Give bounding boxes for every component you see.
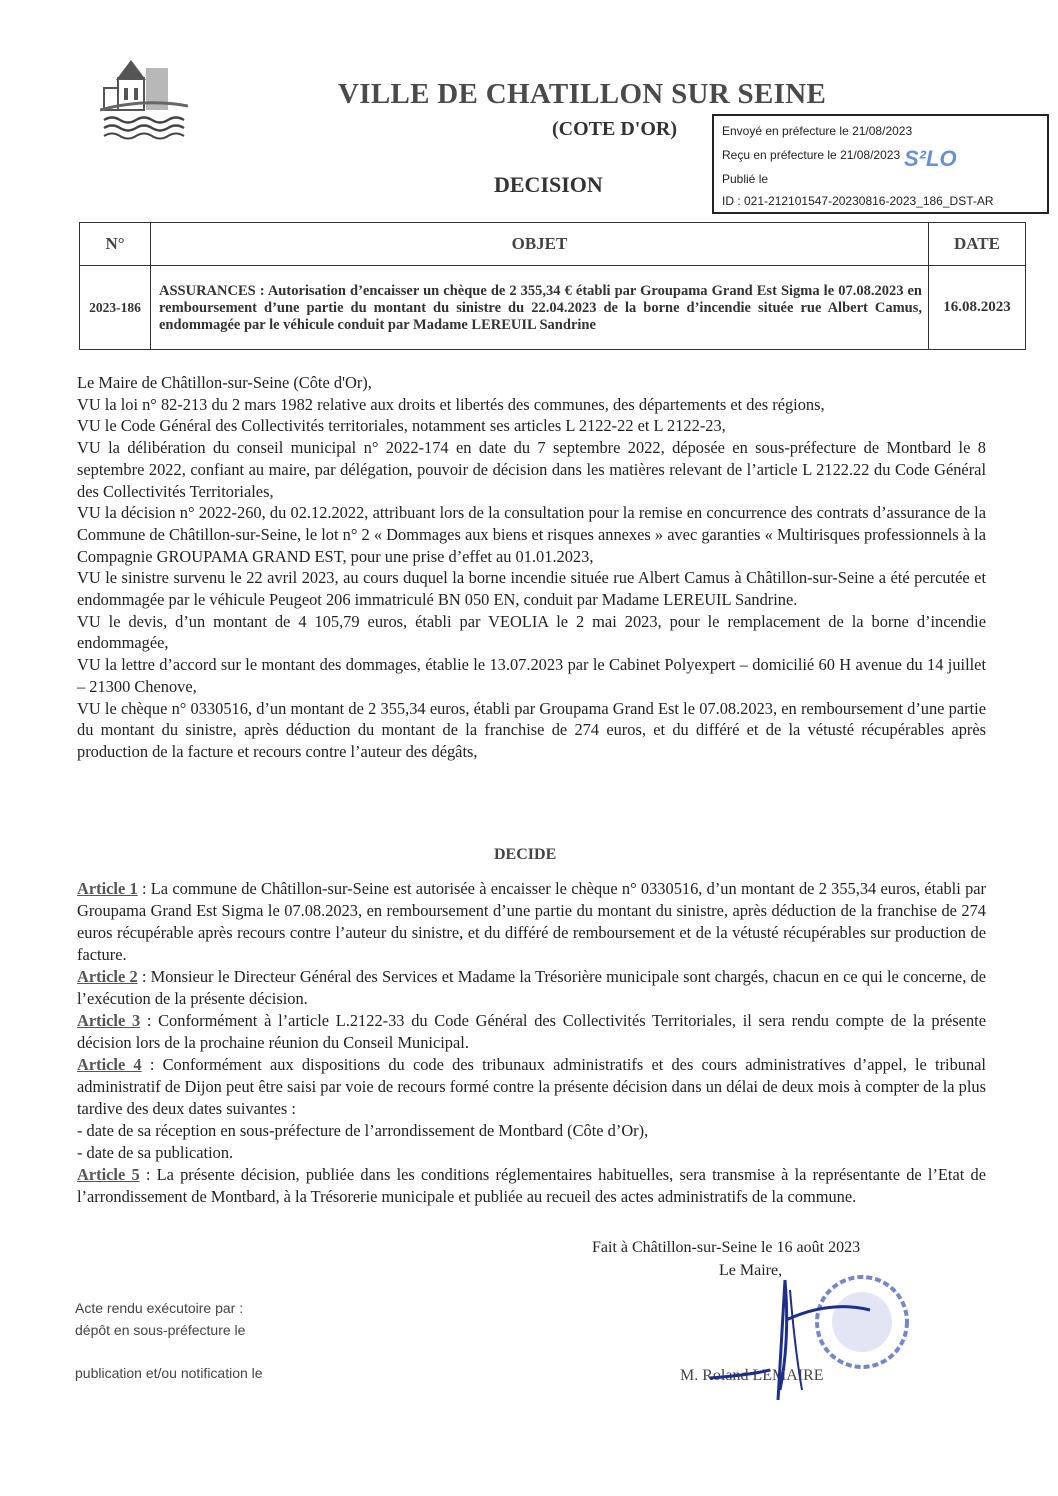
city-title: VILLE DE CHATILLON SUR SEINE <box>338 78 827 110</box>
vu-item: VU le Code Général des Collectivités territoriales, notamment ses articles L 2122-22 et L 2122-23, <box>77 416 726 436</box>
decision-date: 16.08.2023 <box>929 266 1026 350</box>
article-4 <box>77 1054 986 1120</box>
article-text: : Monsieur le Directeur Général des Services et Madame la Trésorière municipale sont chargés, chacun en ce qui le concerne, de l’exécution de la présente décision. <box>77 967 986 1008</box>
s2lo-logo: S²LO <box>904 146 957 171</box>
vu-item: VU le chèque n° 0330516, d’un montant de 2 355,34 euros, établi par Groupama Grand Est le 07.08.2023, en remboursement d’une partie du montant du sinistre, après déduction du montant de la franchise de 274 euros, et du différé et de la vétusté récupérables après production de la facture et recours contre l’auteur des dégâts, <box>77 698 986 761</box>
preamble: Le Maire de Châtillon-sur-Seine (Côte d'Or), <box>77 373 372 392</box>
signature-title: Le Maire, <box>719 1262 783 1279</box>
article-text: : Conformément à l’article L.2122-33 du Code Général des Collectivités Territoriales, il sera rendu compte de la présente décision lors de la prochaine réunion du Conseil Municipal. <box>77 1011 986 1052</box>
decide-heading: DECIDE <box>494 846 557 863</box>
article-4-item: - date de sa réception en sous-préfecture de l’arrondissement de Montbard (Côte d’Or), <box>77 1121 649 1140</box>
stamp-published: Publié le <box>722 172 769 186</box>
signatory-name: M. Roland LEMAIRE <box>680 1367 824 1384</box>
article-label: Article 1 <box>77 879 138 898</box>
article-4-item: - date de sa publication. <box>77 1143 234 1162</box>
col-header-num: N° <box>80 223 151 266</box>
decision-table <box>79 222 1026 350</box>
article-label: Article 3 <box>77 1011 141 1030</box>
article-label: Article 4 <box>77 1055 142 1074</box>
vu-item: VU la lettre d’accord sur le montant des dommages, établie le 13.07.2023 par le Cabinet Polyexpert – domicilié 60 H avenue du 14 juillet – 21300 Chenove, <box>77 655 986 696</box>
col-header-objet: OBJET <box>151 223 929 266</box>
signature-and-seal <box>690 1260 930 1410</box>
article-label: Article 2 <box>77 967 138 986</box>
col-header-date: DATE <box>929 223 1026 266</box>
article-1 <box>77 878 986 966</box>
vu-item: VU le devis, d’un montant de 4 105,79 euros, établi par VEOLIA le 2 mai 2023, pour le remplacement de la borne d’incendie endommagée, <box>77 611 986 653</box>
decision-object: ASSURANCES : Autorisation d’encaisser un chèque de 2 355,34 € établi par Groupama Grand Est Sigma le 07.08.2023 en remboursement d’une partie du montant du sinistre du 22.04.2023 de la borne d’incendie située rue Albert Camus, endommagée par le véhicule conduit par Madame LEREUIL Sandrine <box>151 266 929 350</box>
article-text: : La présente décision, publiée dans les conditions réglementaires habituelles, sera transmise à la représentante de l’Etat de l’arrondissement de Montbard, à la Trésorerie municipale et publiée au recueil des actes administratifs de la commune. <box>77 1165 986 1206</box>
vu-item: VU le sinistre survenu le 22 avril 2023, au cours duquel la borne incendie située rue Albert Camus à Châtillon-sur-Seine a été percutée et endommagée par le véhicule Peugeot 206 immatriculé BN 050 EN, conduit par Madame LEREUIL Sandrine. <box>77 568 986 610</box>
vu-item: VU la décision n° 2022-260, du 02.12.2022, attribuant lors de la consultation pour la remise en concurrence des contrats d’assurance de la Commune de Châtillon-sur-Seine, le lot n° 2 « Dommages aux biens et risques annexes » avec garanties « Multirisques professionnels à la Compagnie GROUPAMA GRAND EST, pour une prise d’effet au 01.01.2023, <box>77 503 986 566</box>
stamp-received: Reçu en préfecture le 21/08/2023 <box>722 148 901 162</box>
side-note-depot: dépôt en sous-préfecture le <box>75 1322 246 1338</box>
document-type: DECISION <box>494 172 603 197</box>
department-subtitle: (COTE D'OR) <box>552 118 677 140</box>
signature-place-date: Fait à Châtillon-sur-Seine le 16 août 2023 <box>592 1239 861 1256</box>
article-label: Article 5 <box>77 1165 140 1184</box>
article-5 <box>77 1164 986 1208</box>
article-text: : La commune de Châtillon-sur-Seine est autorisée à encaisser le chèque n° 0330516, d’un montant de 2 355,34 euros, établi par Groupama Grand Est Sigma le 07.08.2023, en remboursement d’une partie du montant du sinistre, après déduction de la franchise de 274 euros récupérable après recours contre l’auteur du sinistre, et du différé de remboursement et de la vétusté récupérables sur production de facture. <box>77 879 986 964</box>
article-3 <box>77 1010 986 1054</box>
articles <box>77 878 986 1208</box>
vu-item: VU la loi n° 82-213 du 2 mars 1982 relative aux droits et libertés des communes, des départements et des régions, <box>77 394 825 414</box>
side-note-executoire: Acte rendu exécutoire par : <box>75 1300 244 1316</box>
decision-number: 2023-186 <box>80 266 151 350</box>
city-logo <box>100 58 188 140</box>
considerations <box>77 372 986 763</box>
article-text: : Conformément aux dispositions du code des tribunaux administratifs et des cours administratives d’appel, le tribunal administratif de Dijon peut être saisi par voie de recours formé contre la présente décision dans un délai de deux mois à compter de la plus tardive des deux dates suivantes : <box>77 1055 986 1118</box>
side-note-publication: publication et/ou notification le <box>75 1365 263 1381</box>
article-2 <box>77 966 986 1010</box>
stamp-id: ID : 021-212101547-20230816-2023_186_DST-AR <box>722 194 994 208</box>
stamp-sent: Envoyé en préfecture le 21/08/2023 <box>722 124 913 138</box>
vu-item: VU la délibération du conseil municipal n° 2022-174 en date du 7 septembre 2022, déposée en sous-préfecture de Montbard le 8 septembre 2022, confiant au maire, par délégation, pouvoir de décision dans les matières relevant de l’article L 2122.22 du Code Général des Collectivités Territoriales, <box>77 438 986 501</box>
prefecture-stamp <box>712 114 1049 214</box>
